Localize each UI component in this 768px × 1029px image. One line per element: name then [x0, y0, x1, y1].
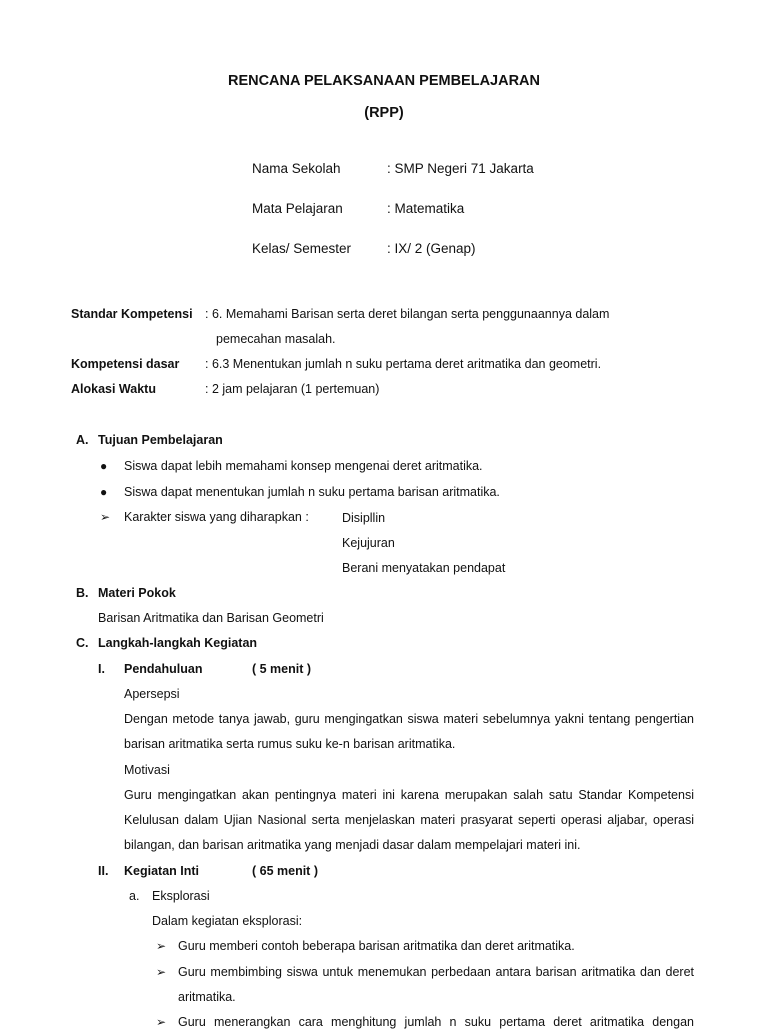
school-label: Nama Sekolah	[252, 161, 341, 176]
part-2-duration: ( 65 menit )	[252, 864, 318, 878]
karakter-label: Karakter siswa yang diharapkan :	[124, 510, 309, 524]
part-2-heading: Kegiatan Inti	[124, 864, 200, 878]
bullet-dot-icon: ●	[100, 485, 108, 499]
eksplorasi-item-1: Guru memberi contoh beberapa barisan aritmatika dan deret aritmatika.	[178, 939, 575, 953]
eksplorasi-item-3: Guru menerangkan cara menghitung jumlah n suku pertama deret aritmatika dengan	[178, 1015, 694, 1029]
standar-kompetensi-value-cont: pemecahan masalah.	[216, 332, 336, 346]
eksplorasi-item-2: Guru membimbing siswa untuk menemukan perbedaan antara barisan aritmatika dan deret	[178, 965, 694, 979]
eksplorasi-intro: Dalam kegiatan eksplorasi:	[152, 914, 303, 928]
part-1-duration: ( 5 menit )	[252, 662, 312, 676]
arrow-bullet-icon: ➢	[156, 939, 167, 953]
section-b-heading: Materi Pokok	[98, 586, 176, 600]
sub-a-heading: Eksplorasi	[152, 889, 210, 903]
part-1-numeral: I.	[98, 662, 105, 676]
section-c-heading: Langkah-langkah Kegiatan	[98, 636, 258, 650]
subject-label: Mata Pelajaran	[252, 201, 343, 216]
materi-pokok-text: Barisan Aritmatika dan Barisan Geometri	[98, 611, 324, 625]
part-1-heading: Pendahuluan	[124, 662, 203, 676]
subject-value: : Matematika	[387, 201, 465, 216]
apersepsi-text-cont: barisan aritmatika serta rumus suku ke-n barisan aritmatika.	[124, 737, 456, 751]
school-value: : SMP Negeri 71 Jakarta	[387, 161, 534, 176]
arrow-bullet-icon: ➢	[100, 510, 111, 524]
bullet-dot-icon: ●	[100, 459, 108, 473]
motivasi-text: Guru mengingatkan akan pentingnya materi ini karena merupakan salah satu Standar Kompetensi	[124, 788, 694, 802]
section-a-letter: A.	[76, 433, 89, 447]
arrow-bullet-icon: ➢	[156, 1015, 167, 1029]
apersepsi-text: Dengan metode tanya jawab, guru mengingatkan siswa materi sebelumnya yakni tentang pengertian	[124, 712, 694, 726]
karakter-item: Kejujuran	[342, 536, 395, 550]
motivasi-text-end: bilangan, dan barisan aritmatika yang menjadi dasar dalam mempelajari materi ini.	[124, 838, 581, 852]
apersepsi-label: Apersepsi	[124, 687, 180, 701]
sub-a-letter: a.	[129, 889, 140, 903]
tujuan-item-2: Siswa dapat menentukan jumlah n suku pertama barisan aritmatika.	[124, 485, 500, 499]
kompetensi-dasar-value: : 6.3 Menentukan jumlah n suku pertama deret aritmatika dan geometri.	[205, 357, 602, 371]
class-label: Kelas/ Semester	[252, 241, 352, 256]
part-2-numeral: II.	[98, 864, 109, 878]
arrow-bullet-icon: ➢	[156, 965, 167, 979]
standar-kompetensi-value: : 6. Memahami Barisan serta deret bilangan serta penggunaannya dalam	[205, 307, 610, 321]
section-b-letter: B.	[76, 586, 89, 600]
alokasi-waktu-label: Alokasi Waktu	[71, 382, 156, 396]
section-a-heading: Tujuan Pembelajaran	[98, 433, 223, 447]
kompetensi-dasar-label: Kompetensi dasar	[71, 357, 180, 371]
motivasi-text-cont: Kelulusan dalam Ujian Nasional serta menjelaskan materi prasyarat seperti operasi aljabar, operasi	[124, 813, 694, 827]
tujuan-item-1: Siswa dapat lebih memahami konsep mengenai deret aritmatika.	[124, 459, 483, 473]
karakter-item: Disipllin	[342, 511, 386, 525]
motivasi-label: Motivasi	[124, 763, 170, 777]
alokasi-waktu-value: : 2 jam pelajaran (1 pertemuan)	[205, 382, 380, 396]
standar-kompetensi-label: Standar Kompetensi	[71, 307, 193, 321]
page-title: RENCANA PELAKSANAAN PEMBELAJARAN	[227, 73, 541, 89]
section-c-letter: C.	[76, 636, 89, 650]
karakter-item: Berani menyatakan pendapat	[342, 561, 506, 575]
page-subtitle: (RPP)	[364, 105, 404, 121]
class-value: : IX/ 2 (Genap)	[387, 241, 476, 256]
eksplorasi-item-2-cont: aritmatika.	[178, 990, 236, 1004]
